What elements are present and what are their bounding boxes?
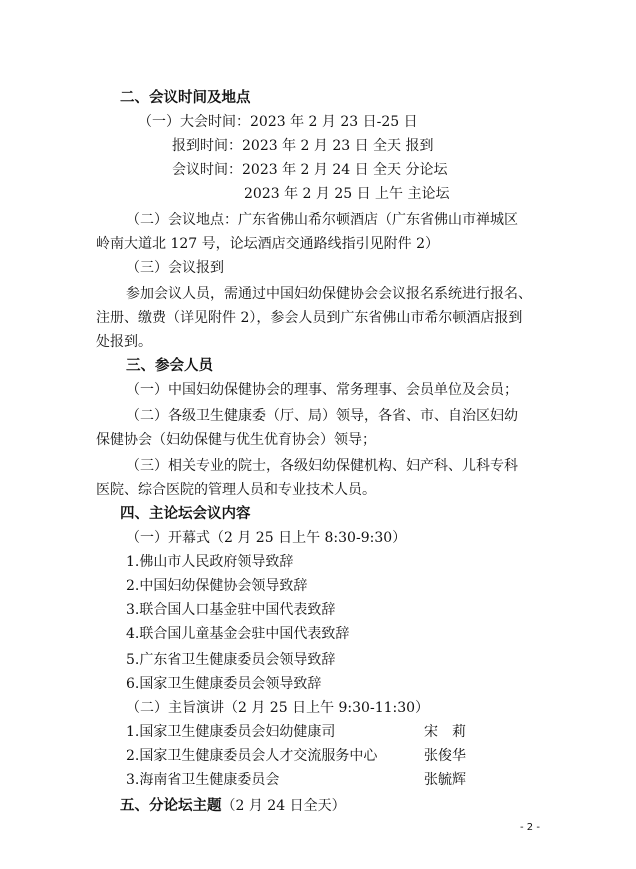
keynote-title: （二）主旨演讲（2 月 25 日上午 9:30-11:30） xyxy=(126,700,430,716)
section-4-heading: 四、主论坛会议内容 xyxy=(120,505,251,522)
location-line-2: 岭南大道北 127 号，论坛酒店交通路线指引见附件 2） xyxy=(96,236,439,252)
opening-item: 4.联合国儿童基金会驻中国代表致辞 xyxy=(126,626,350,642)
attendees-item-2-line-1: （二）各级卫生健康委（厅、局）领导，各省、市、自治区妇幼 xyxy=(126,408,518,424)
registration-line-3: 处报到。 xyxy=(96,334,152,350)
meeting-time-value-2: 2023 年 2 月 25 日 上午 主论坛 xyxy=(244,186,450,202)
section-5-heading-date: （2 月 24 日全天） xyxy=(221,798,346,814)
keynote-item-org: 3.海南省卫生健康委员会 xyxy=(126,772,280,788)
opening-item: 6.国家卫生健康委员会领导致辞 xyxy=(126,676,322,692)
opening-ceremony-title: （一）开幕式（2 月 25 日上午 8:30-9:30） xyxy=(126,530,407,546)
keynote-item-speaker: 张俊华 xyxy=(424,748,466,764)
registration-line-2: 注册、缴费（详见附件 2），参会人员到广东省佛山市希尔顿酒店报到 xyxy=(96,310,523,326)
registration-time-label: 报到时间： xyxy=(172,138,242,154)
opening-item: 5.广东省卫生健康委员会领导致辞 xyxy=(126,652,336,668)
keynote-item-org: 2.国家卫生健康委员会人才交流服务中心 xyxy=(126,748,378,764)
attendees-item-3-line-2: 医院、综合医院的管理人员和专业技术人员。 xyxy=(96,482,376,498)
attendees-item-1: （一）中国妇幼保健协会的理事、常务理事、会员单位及会员； xyxy=(126,382,518,398)
section-5-heading-line xyxy=(120,796,346,816)
conference-dates-label: （一）大会时间： xyxy=(138,114,250,130)
registration-subheading: （三）会议报到 xyxy=(126,260,224,276)
section-2-heading: 二、会议时间及地点 xyxy=(120,89,251,106)
conference-dates-value: 2023 年 2 月 23 日-25 日 xyxy=(250,114,418,130)
keynote-item-org: 1.国家卫生健康委员会妇幼健康司 xyxy=(126,724,336,740)
registration-time-value: 2023 年 2 月 23 日 全天 报到 xyxy=(242,138,434,154)
opening-item: 2.中国妇幼保健协会领导致辞 xyxy=(126,578,308,594)
location-line-1: （二）会议地点：广东省佛山希尔顿酒店（广东省佛山市禅城区 xyxy=(126,212,518,228)
page-number: - 2 - xyxy=(520,822,540,833)
opening-item: 3.联合国人口基金驻中国代表致辞 xyxy=(126,602,336,618)
keynote-item-speaker: 宋 莉 xyxy=(424,724,466,740)
meeting-time-label: 会议时间： xyxy=(172,162,242,178)
registration-line-1: 参加会议人员，需通过中国妇幼保健协会会议报名系统进行报名、 xyxy=(126,286,532,302)
attendees-item-3-line-1: （三）相关专业的院士，各级妇幼保健机构、妇产科、儿科专科 xyxy=(126,458,518,474)
opening-item: 1.佛山市人民政府领导致辞 xyxy=(126,554,294,570)
section-3-heading: 三、参会人员 xyxy=(126,357,213,374)
registration-time xyxy=(172,136,434,156)
meeting-time-value-1: 2023 年 2 月 24 日 全天 分论坛 xyxy=(242,162,448,178)
conference-dates xyxy=(138,112,418,132)
meeting-time xyxy=(172,160,448,180)
keynote-item-speaker: 张毓辉 xyxy=(424,772,466,788)
attendees-item-2-line-2: 保健协会（妇幼保健与优生优育协会）领导； xyxy=(96,432,376,448)
section-5-heading: 五、分论坛主题 xyxy=(120,797,222,814)
